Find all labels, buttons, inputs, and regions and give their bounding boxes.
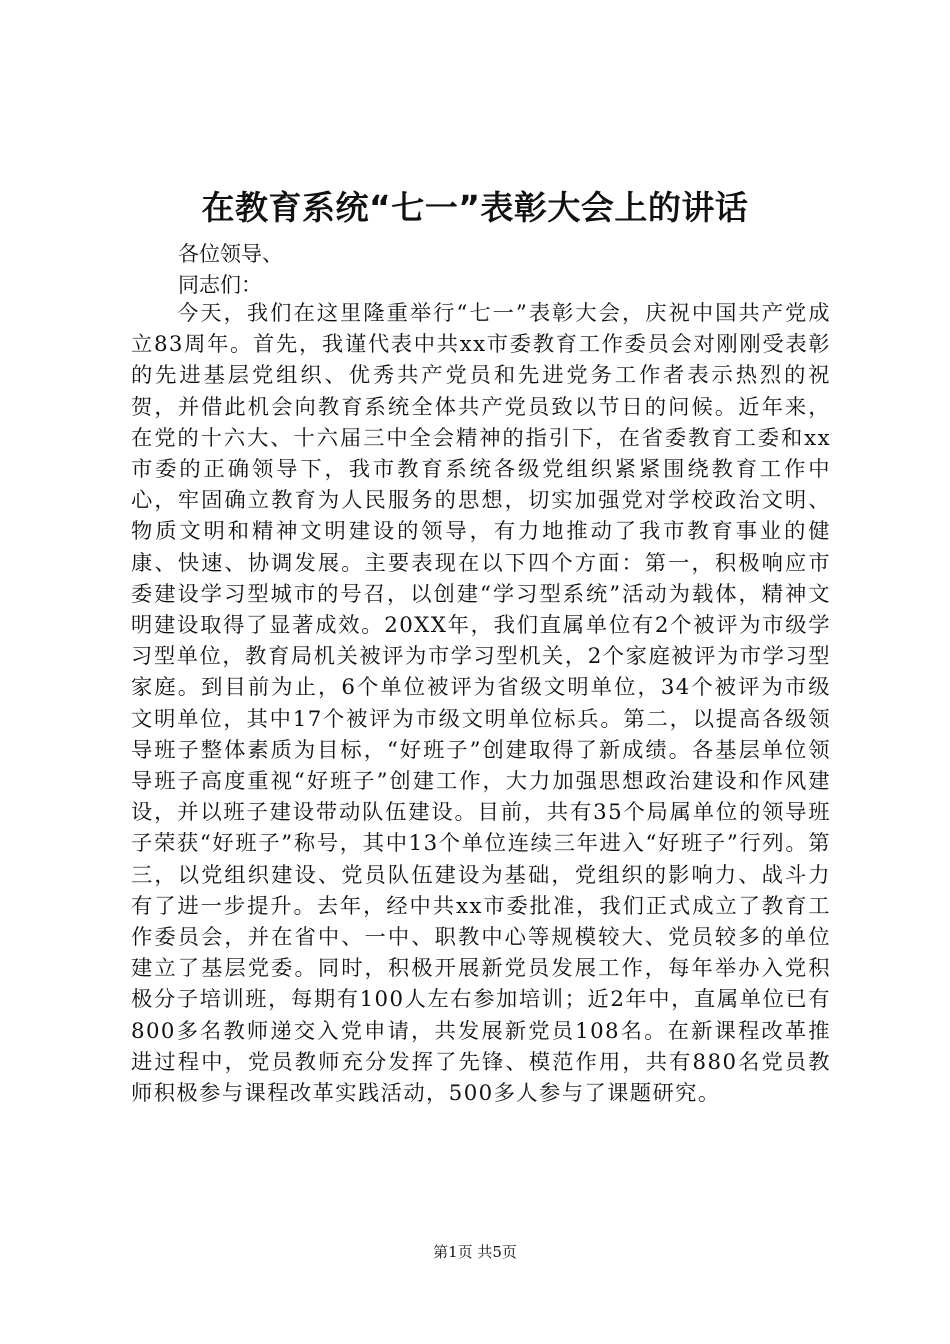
page-number: 第1页 共5页 bbox=[433, 1243, 517, 1261]
document-title: 在教育系统“七一”表彰大会上的讲话 bbox=[201, 188, 749, 227]
body-paragraph: 今天，我们在这里隆重举行“七一”表彰大会，庆祝中国共产党成立83周年。首先，我谨代表中共xx市委教育工作委员会对刚刚受表彰的先进基层党组织、优秀共产党员和先进党务工作者表示热烈的祝贺，并借此机会向教育系统全体共产党员致以节日的问候。近年来，在党的十六大、十六届三中全会精神的指引下，在省委教育工委和xx市委的正确领导下，我市教育系统各级党组织紧紧围绕教育工作中心，牢固确立教育为人民服务的思想，切实加强党对学校政治文明、物质文明和精神文明建设的领导，有力地推动了我市教育事业的健康、快速、协调发展。主要表现在以下四个方面：第一，积极响应市委建设学习型城市的号召，以创建“学习型系统”活动为载体，精神文明建设取得了显著成效。20XX年，我们直属单位有2个被评为市级学习型单位，教育局机关被评为市学习型机关，2个家庭被评为市学习型家庭。到目前为止，6个单位被评为省级文明单位，34个被评为市级文明单位，其中17个被评为市级文明单位标兵。第二，以提高各级领导班子整体素质为目标，“好班子”创建取得了新成绩。各基层单位领导班子高度重视“好班子”创建工作，大力加强思想政治建设和作风建设，并以班子建设带动队伍建设。目前，共有35个局属单位的领导班子荣获“好班子”称号，其中13个单位连续三年进入“好班子”行列。第三，以党组织建设、党员队伍建设为基础，党组织的影响力、战斗力有了进一步提升。去年，经中共xx市委批准，我们正式成立了教育工作委员会，并在省中、一中、职教中心等规模较大、党员较多的单位建立了基层党委。同时，积极开展新党员发展工作，每年举办入党积极分子培训班，每期有100人左右参加培训；近2年中，直属单位已有800多名教师递交入党申请，共发展新党员108名。在新课程改革推进过程中，党员教师充分发挥了先锋、模范作用，共有880名党员教师积极参与课程改革实践活动，500多人参与了课题研究。 bbox=[131, 301, 831, 1107]
salutation-comrades: 同志们： bbox=[178, 273, 262, 297]
salutation-leaders: 各位领导、 bbox=[178, 242, 283, 266]
